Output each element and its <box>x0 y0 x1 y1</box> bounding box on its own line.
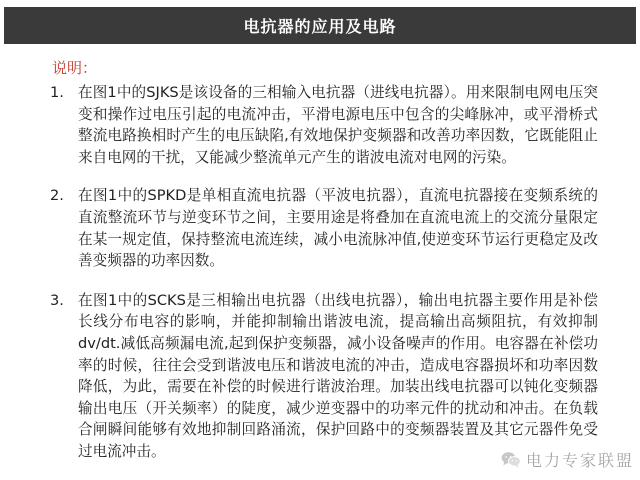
explanation-list <box>50 82 598 463</box>
item-number: 3. <box>50 291 64 309</box>
item-text: 在图1中的SJKS是该设备的三相输入电抗器（进线电抗器）。用来限制电网电压突变和操作过电压引起的电流冲击，平滑电源电压中包含的尖峰脉冲，或平滑桥式整流电路换相时产生的电压缺陷,有效地保护变频器和改善功率因数，它既能阻止来自电网的干扰，又能减少整流单元产生的谐波电流对电网的污染。 <box>78 84 598 166</box>
title-bar <box>4 7 636 44</box>
list-item <box>50 82 598 168</box>
content-area <box>50 58 598 463</box>
item-number: 1. <box>50 84 64 101</box>
wechat-icon <box>500 451 522 468</box>
page-title: 电抗器的应用及电路 <box>243 17 397 36</box>
item-text: 在图1中的SCKS是三相输出电抗器（出线电抗器），输出电抗器主要作用是补偿长线分布电容的影响，并能抑制输出谐波电流，提高输出高频阻抗，有效抑制dv/dt.减低高频漏电流,起到保护变频器，减小设备噪声的作用。电容器在补偿功率的时候，往往会受到谐波电压和谐波电流的冲击，造成电容器损坏和功率因数降低，为此，需要在补偿的时候进行谐波治理。加装出线电抗器可以钝化变频器输出电压（开关频率）的陡度，减少逆变器中的功率元件的扰动和冲击。在负载合闸瞬间能够有效地抑制回路涌流，保护回路中的变频器装置及其它元器件免受过电流冲击。 <box>78 291 598 460</box>
watermark <box>500 448 634 471</box>
intro-label: 说明： <box>52 59 98 77</box>
watermark-text: 电力专家联盟 <box>525 451 634 470</box>
list-item <box>50 185 598 271</box>
list-item <box>50 290 598 463</box>
item-number: 2. <box>50 187 64 205</box>
item-text: 在图1中的SPKD是单相直流电抗器（平波电抗器），直流电抗器接在变频系统的直流整流环节与逆变环节之间，主要用途是将叠加在直流电流上的交流分量限定在某一规定值，保持整流电流连续，减小电流脉冲值,使逆变环节运行更稳定及改善变频器的功率因数。 <box>78 187 598 270</box>
